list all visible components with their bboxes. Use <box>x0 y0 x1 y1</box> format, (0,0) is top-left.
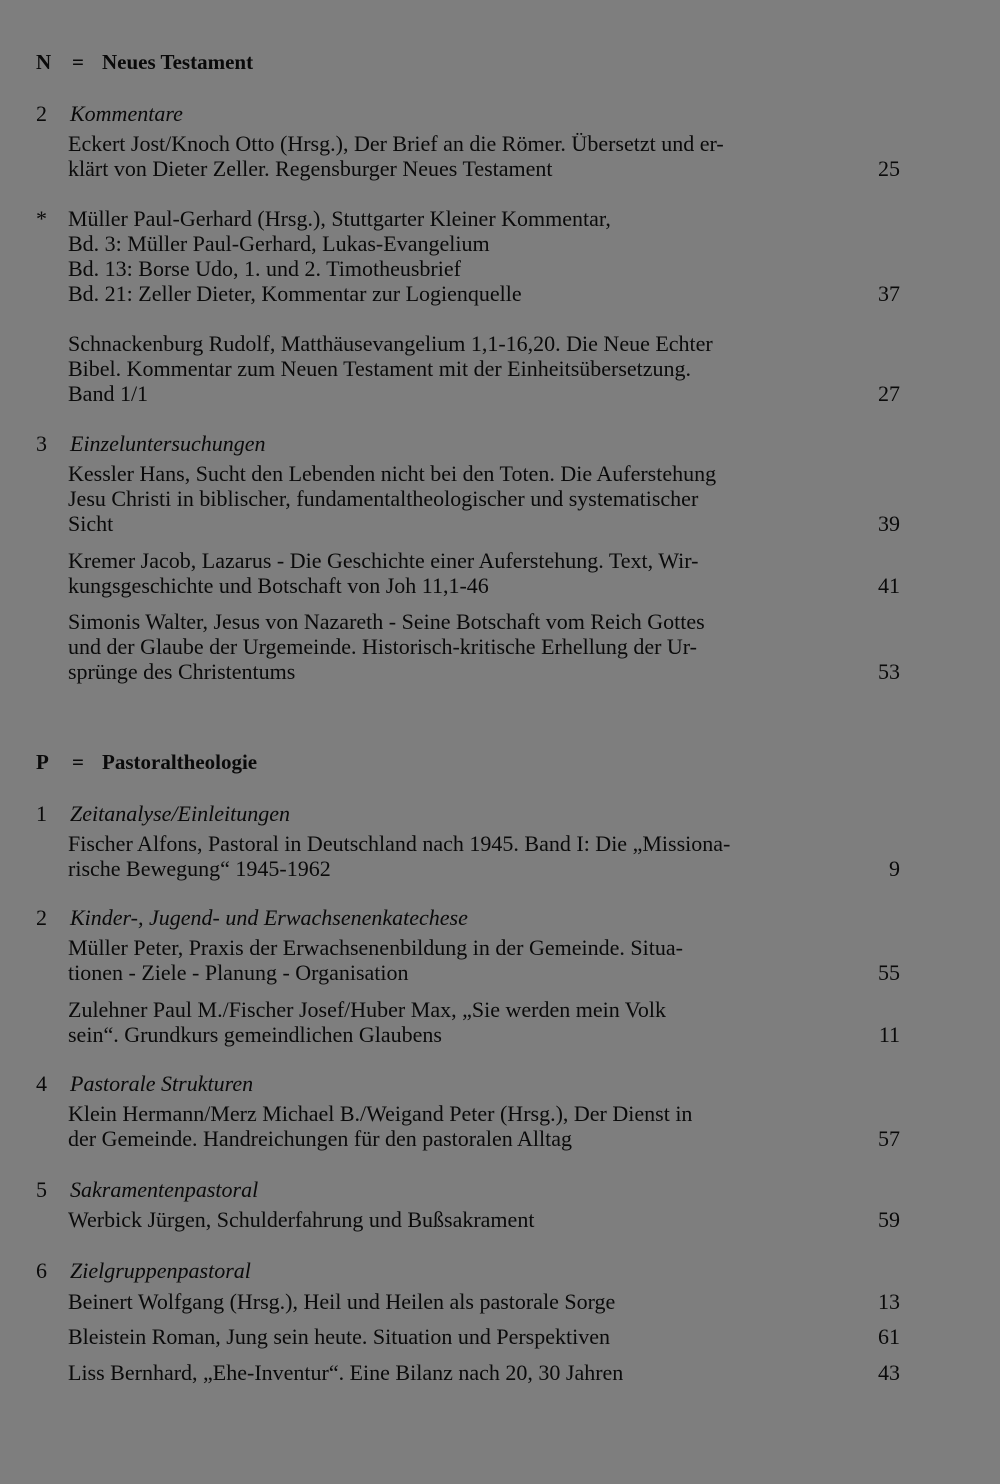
page-number: 53 <box>878 659 900 684</box>
entry-line: sprünge des Christentums <box>68 659 296 684</box>
subsection-heading <box>36 101 183 126</box>
page-number: 61 <box>878 1324 900 1349</box>
entry-line: Bd. 21: Zeller Dieter, Kommentar zur Logienquelle <box>68 281 522 306</box>
entry-text <box>68 131 836 181</box>
subsection-number: 3 <box>36 431 47 456</box>
entry-line: Schnackenburg Rudolf, Matthäusevangelium 1,1-16,20. Die Neue Echter <box>68 331 713 356</box>
page-number: 41 <box>878 573 900 598</box>
subsection-heading <box>36 1177 258 1202</box>
entry-text <box>68 1324 836 1349</box>
subsection-title: Kommentare <box>70 101 183 126</box>
entry-line: Beinert Wolfgang (Hrsg.), Heil und Heilen als pastorale Sorge <box>68 1289 616 1314</box>
entry-line: klärt von Dieter Zeller. Regensburger Neues Testament <box>68 156 553 181</box>
subsection-title: Pastorale Strukturen <box>70 1071 254 1096</box>
subsection-heading <box>36 431 266 456</box>
subsection-number: 2 <box>36 101 47 126</box>
entry-line: Bleistein Roman, Jung sein heute. Situation und Perspektiven <box>68 1324 610 1349</box>
entry-text <box>68 548 836 598</box>
entry-line: Band 1/1 <box>68 381 149 406</box>
entry-line: Fischer Alfons, Pastoral in Deutschland nach 1945. Band I: Die „Missiona- <box>68 831 731 856</box>
page-number: 57 <box>878 1126 900 1151</box>
bibliography-entry <box>68 331 900 406</box>
subsection-heading <box>36 1071 253 1096</box>
bibliography-entry <box>68 131 900 181</box>
entry-line: rische Bewegung“ 1945-1962 <box>68 856 331 881</box>
page-number: 25 <box>878 156 900 181</box>
entry-text <box>68 831 836 881</box>
page-number: 59 <box>878 1207 900 1232</box>
entry-text <box>68 1289 836 1314</box>
entry-text <box>68 1101 836 1151</box>
entry-text <box>68 997 836 1047</box>
bibliography-entry <box>68 1360 900 1385</box>
entry-line: Werbick Jürgen, Schulderfahrung und Bußsakrament <box>68 1207 535 1232</box>
entry-line: und der Glaube der Urgemeinde. Historisch-kritische Erhellung der Ur- <box>68 634 698 659</box>
entry-line: Müller Paul-Gerhard (Hrsg.), Stuttgarter Kleiner Kommentar, <box>68 206 611 231</box>
bibliography-entry <box>68 609 900 684</box>
subsection-heading <box>36 1258 251 1283</box>
asterisk-marker: * <box>36 206 47 231</box>
entry-line: Kremer Jacob, Lazarus - Die Geschichte einer Auferstehung. Text, Wir- <box>68 548 699 573</box>
section-title: Pastoraltheologie <box>102 750 258 774</box>
subsection-heading <box>36 905 468 930</box>
entry-line: Sicht <box>68 511 114 536</box>
entry-line: Liss Bernhard, „Ehe-Inventur“. Eine Bilanz nach 20, 30 Jahren <box>68 1360 624 1385</box>
equals-sign: = <box>72 750 84 774</box>
entry-line: Bd. 13: Borse Udo, 1. und 2. Timotheusbrief <box>68 256 461 281</box>
page-number: 9 <box>889 856 900 881</box>
subsection-title: Sakramentenpastoral <box>70 1177 259 1202</box>
bibliography-entry <box>68 935 900 985</box>
subsection-number: 1 <box>36 801 47 826</box>
entry-line: sein“. Grundkurs gemeindlichen Glaubens <box>68 1022 442 1047</box>
section-letter: N <box>36 50 52 74</box>
entry-text <box>68 206 836 306</box>
page-number: 11 <box>878 1022 900 1047</box>
entry-text <box>68 1207 836 1232</box>
page-number: 43 <box>878 1360 900 1385</box>
subsection-heading <box>36 801 290 826</box>
bibliography-entry <box>68 1207 900 1232</box>
page-number: 13 <box>878 1289 900 1314</box>
subsection-number: 2 <box>36 905 47 930</box>
bibliography-entry <box>68 1289 900 1314</box>
subsection-title: Zielgruppenpastoral <box>70 1258 251 1283</box>
bibliography-entry <box>68 831 900 881</box>
page-number: 27 <box>878 381 900 406</box>
entry-text <box>68 935 836 985</box>
entry-line: Eckert Jost/Knoch Otto (Hrsg.), Der Brief an die Römer. Übersetzt und er- <box>68 131 724 156</box>
entry-line: kungsgeschichte und Botschaft von Joh 11,1-46 <box>68 573 489 598</box>
page-number: 55 <box>878 960 900 985</box>
entry-line: tionen - Ziele - Planung - Organisation <box>68 960 409 985</box>
subsection-title: Einzeluntersuchungen <box>70 431 266 456</box>
entry-line: Kessler Hans, Sucht den Lebenden nicht bei den Toten. Die Auferstehung <box>68 461 717 486</box>
entry-line: Zulehner Paul M./Fischer Josef/Huber Max, „Sie werden mein Volk <box>68 997 666 1022</box>
bibliography-entry <box>36 206 900 306</box>
bibliography-entry <box>68 548 900 598</box>
bibliography-entry <box>68 1324 900 1349</box>
entry-line: Bibel. Kommentar zum Neuen Testament mit der Einheitsübersetzung. <box>68 356 692 381</box>
bibliography-entry <box>68 1101 900 1151</box>
bibliography-entry <box>68 461 900 536</box>
subsection-title: Zeitanalyse/Einleitungen <box>70 801 290 826</box>
entry-line: Klein Hermann/Merz Michael B./Weigand Peter (Hrsg.), Der Dienst in <box>68 1101 693 1126</box>
bibliography-entry <box>68 997 900 1047</box>
section-heading-n <box>36 50 253 75</box>
entry-text <box>68 609 836 684</box>
entry-line: Jesu Christi in biblischer, fundamentaltheologischer und systematischer <box>68 486 699 511</box>
subsection-number: 6 <box>36 1258 47 1283</box>
entry-line: Simonis Walter, Jesus von Nazareth - Seine Botschaft vom Reich Gottes <box>68 609 705 634</box>
entry-line: der Gemeinde. Handreichungen für den pastoralen Alltag <box>68 1126 572 1151</box>
subsection-number: 5 <box>36 1177 47 1202</box>
entry-line: Müller Peter, Praxis der Erwachsenenbildung in der Gemeinde. Situa- <box>68 935 683 960</box>
page-number: 37 <box>878 281 900 306</box>
section-title: Neues Testament <box>102 50 254 74</box>
entry-text <box>68 461 836 536</box>
subsection-number: 4 <box>36 1071 47 1096</box>
entry-text <box>68 1360 836 1385</box>
section-letter: P <box>36 750 49 774</box>
entry-line: Bd. 3: Müller Paul-Gerhard, Lukas-Evangelium <box>68 231 490 256</box>
section-heading-p <box>36 750 257 775</box>
entry-text <box>68 331 836 406</box>
subsection-title: Kinder-, Jugend- und Erwachsenenkatechese <box>70 905 468 930</box>
equals-sign: = <box>72 50 84 74</box>
page-number: 39 <box>878 511 900 536</box>
